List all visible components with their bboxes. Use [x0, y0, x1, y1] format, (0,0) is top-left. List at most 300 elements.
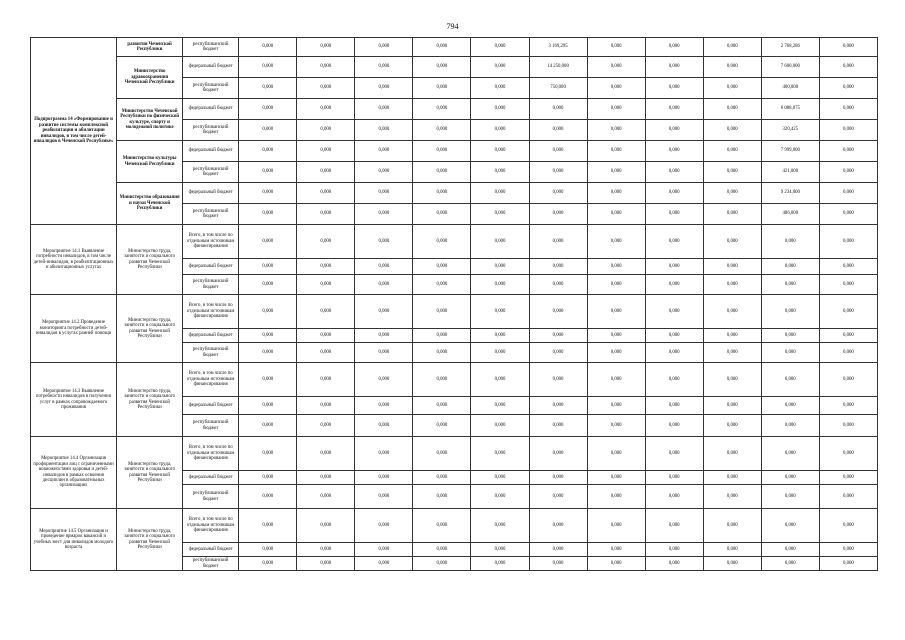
value-cell: 0,000	[819, 329, 877, 343]
funding-source: федеральный бюджет	[183, 57, 239, 78]
value-cell: 0,000	[413, 183, 471, 204]
value-cell: 0,000	[239, 543, 297, 557]
value-cell: 0,000	[355, 509, 413, 543]
value-cell: 0,000	[587, 57, 645, 78]
value-cell: 0,000	[587, 99, 645, 120]
value-cell: 0,000	[645, 509, 703, 543]
value-cell: 0,000	[239, 329, 297, 343]
funding-source: Всего, в том числе по отдельным источникам финансирования	[183, 509, 239, 543]
value-cell: 14 250,000	[529, 57, 587, 78]
table-row	[31, 99, 878, 120]
value-cell: 0,000	[239, 259, 297, 275]
value-cell: 0,000	[355, 259, 413, 275]
executor-cell: Министерство здравоохранения Чеченской Республики	[117, 57, 183, 99]
value-cell: 0,000	[819, 343, 877, 363]
value-cell: 0,000	[413, 397, 471, 415]
value-cell: 0,000	[587, 141, 645, 162]
value-cell: 7 600,000	[761, 57, 819, 78]
funding-source: федеральный бюджет	[183, 471, 239, 485]
value-cell: 486,000	[761, 204, 819, 225]
value-cell: 0,000	[471, 120, 529, 141]
value-cell: 0,000	[471, 275, 529, 295]
value-cell: 0,000	[529, 225, 587, 259]
value-cell: 0,000	[355, 204, 413, 225]
value-cell: 0,000	[297, 162, 355, 183]
value-cell: 7 999,000	[761, 141, 819, 162]
value-cell: 0,000	[529, 363, 587, 397]
value-cell: 0,000	[413, 259, 471, 275]
value-cell: 0,000	[529, 259, 587, 275]
value-cell: 0,000	[761, 275, 819, 295]
value-cell: 0,000	[413, 471, 471, 485]
value-cell: 0,000	[645, 78, 703, 99]
table-row	[31, 295, 878, 329]
value-cell: 0,000	[587, 78, 645, 99]
value-cell: 0,000	[761, 543, 819, 557]
executor-cell: Министерство Чеченской Республики по физической культуре, спорту и молодежной политике	[117, 99, 183, 141]
value-cell: 0,000	[819, 485, 877, 509]
value-cell: 0,000	[645, 38, 703, 57]
value-cell: 0,000	[645, 485, 703, 509]
value-cell: 0,000	[703, 57, 761, 78]
value-cell: 0,000	[703, 485, 761, 509]
value-cell: 0,000	[529, 183, 587, 204]
value-cell: 0,000	[529, 437, 587, 471]
value-cell: 0,000	[587, 162, 645, 183]
value-cell: 0,000	[239, 437, 297, 471]
value-cell: 0,000	[471, 259, 529, 275]
value-cell: 0,000	[239, 363, 297, 397]
value-cell: 0,000	[529, 99, 587, 120]
value-cell: 0,000	[529, 397, 587, 415]
value-cell: 0,000	[297, 183, 355, 204]
value-cell: 0,000	[471, 437, 529, 471]
value-cell: 0,000	[471, 162, 529, 183]
value-cell: 0,000	[297, 557, 355, 571]
funding-source: Всего, в том числе по отдельным источникам финансирования	[183, 363, 239, 397]
value-cell: 0,000	[355, 363, 413, 397]
value-cell: 0,000	[297, 38, 355, 57]
value-cell: 0,000	[529, 343, 587, 363]
value-cell: 0,000	[587, 437, 645, 471]
executor-cell: Министерство образования и науки Чеченской Республики	[117, 183, 183, 225]
value-cell: 0,000	[471, 78, 529, 99]
value-cell: 0,000	[587, 275, 645, 295]
funding-source: республиканский бюджет	[183, 120, 239, 141]
value-cell: 750,000	[529, 78, 587, 99]
table-row	[31, 363, 878, 397]
value-cell: 0,000	[355, 437, 413, 471]
funding-source: федеральный бюджет	[183, 329, 239, 343]
value-cell: 0,000	[297, 329, 355, 343]
value-cell: 0,000	[529, 543, 587, 557]
value-cell: 0,000	[471, 295, 529, 329]
value-cell: 0,000	[413, 295, 471, 329]
value-cell: 6 088,075	[761, 99, 819, 120]
value-cell: 0,000	[239, 57, 297, 78]
value-cell: 0,000	[819, 259, 877, 275]
value-cell: 0,000	[355, 275, 413, 295]
value-cell: 0,000	[645, 57, 703, 78]
value-cell: 0,000	[471, 183, 529, 204]
value-cell: 0,000	[355, 485, 413, 509]
value-cell: 0,000	[587, 397, 645, 415]
value-cell: 0,000	[529, 485, 587, 509]
value-cell: 0,000	[297, 204, 355, 225]
value-cell: 0,000	[703, 509, 761, 543]
funding-source: федеральный бюджет	[183, 397, 239, 415]
funding-source: республиканский бюджет	[183, 275, 239, 295]
value-cell: 0,000	[355, 329, 413, 343]
funding-source: Всего, в том числе по отдельным источникам финансирования	[183, 295, 239, 329]
value-cell: 0,000	[703, 38, 761, 57]
value-cell: 0,000	[819, 437, 877, 471]
value-cell: 0,000	[413, 543, 471, 557]
value-cell: 0,000	[297, 363, 355, 397]
value-cell: 0,000	[819, 225, 877, 259]
value-cell: 0,000	[645, 543, 703, 557]
funding-source: федеральный бюджет	[183, 141, 239, 162]
value-cell: 0,000	[355, 225, 413, 259]
funding-source: Всего, в том числе по отдельным источникам финансирования	[183, 225, 239, 259]
value-cell: 0,000	[703, 343, 761, 363]
funding-source: республиканский бюджет	[183, 343, 239, 363]
executor-cell: Министерство труда, занятости и социального развития Чеченской Республики	[117, 295, 183, 363]
value-cell: 0,000	[587, 415, 645, 437]
value-cell: 0,000	[703, 275, 761, 295]
value-cell: 0,000	[645, 397, 703, 415]
value-cell: 0,000	[413, 162, 471, 183]
value-cell: 0,000	[355, 78, 413, 99]
value-cell: 0,000	[413, 78, 471, 99]
value-cell: 0,000	[703, 259, 761, 275]
funding-source: республиканский бюджет	[183, 415, 239, 437]
value-cell: 0,000	[239, 275, 297, 295]
value-cell: 0,000	[819, 120, 877, 141]
value-cell: 0,000	[297, 57, 355, 78]
value-cell: 0,000	[761, 225, 819, 259]
funding-source: республиканский бюджет	[183, 557, 239, 571]
measure-title: Мероприятие 14.5 Организация и проведение ярмарок вакансий и учебных мест для инвалидов молодого возраста	[31, 509, 117, 571]
value-cell: 0,000	[529, 275, 587, 295]
value-cell: 0,000	[413, 225, 471, 259]
value-cell: 0,000	[645, 120, 703, 141]
value-cell: 0,000	[761, 437, 819, 471]
funding-source: федеральный бюджет	[183, 543, 239, 557]
value-cell: 0,000	[645, 437, 703, 471]
value-cell: 0,000	[819, 183, 877, 204]
value-cell: 0,000	[645, 204, 703, 225]
value-cell: 0,000	[239, 141, 297, 162]
measure-title: Мероприятие 14.1 Выявление потребности инвалидов, в том числе детей-инвалидов, в реабилитационных и абилитационных услугах	[31, 225, 117, 295]
table-row	[31, 437, 878, 471]
value-cell: 0,000	[471, 557, 529, 571]
value-cell: 0,000	[471, 204, 529, 225]
value-cell: 0,000	[587, 485, 645, 509]
subprogram-title: Подпрограмма 14 «Формирование и развитие системы комплексной реабилитации и абилитации инвалидов, в том числе детей-инвалидов в Чеченской Республике»	[31, 38, 117, 225]
funding-source: Всего, в том числе по отдельным источникам финансирования	[183, 437, 239, 471]
value-cell: 421,000	[761, 162, 819, 183]
value-cell: 0,000	[819, 295, 877, 329]
table-row	[31, 509, 878, 543]
value-cell: 0,000	[471, 38, 529, 57]
value-cell: 0,000	[645, 343, 703, 363]
value-cell: 0,000	[239, 471, 297, 485]
executor-cell: Министерство труда, занятости и социального развития Чеченской Республики	[117, 437, 183, 509]
value-cell: 0,000	[355, 162, 413, 183]
executor-cell: развития Чеченской Республики	[117, 38, 183, 57]
executor-cell: Министерство культуры Чеченской Республики	[117, 141, 183, 183]
value-cell: 0,000	[239, 162, 297, 183]
value-cell: 0,000	[819, 38, 877, 57]
value-cell: 0,000	[703, 543, 761, 557]
value-cell: 0,000	[529, 557, 587, 571]
value-cell: 0,000	[355, 471, 413, 485]
value-cell: 0,000	[413, 99, 471, 120]
value-cell: 0,000	[761, 363, 819, 397]
value-cell: 0,000	[587, 204, 645, 225]
value-cell: 3 169,295	[529, 38, 587, 57]
value-cell: 0,000	[703, 397, 761, 415]
value-cell: 0,000	[761, 295, 819, 329]
funding-source: республиканский бюджет	[183, 485, 239, 509]
value-cell: 0,000	[413, 57, 471, 78]
value-cell: 0,000	[761, 509, 819, 543]
value-cell: 0,000	[761, 485, 819, 509]
value-cell: 0,000	[645, 183, 703, 204]
value-cell: 0,000	[529, 509, 587, 543]
value-cell: 0,000	[413, 343, 471, 363]
value-cell: 0,000	[703, 415, 761, 437]
value-cell: 0,000	[645, 363, 703, 397]
value-cell: 0,000	[761, 259, 819, 275]
value-cell: 0,000	[355, 415, 413, 437]
value-cell: 0,000	[703, 437, 761, 471]
value-cell: 0,000	[761, 329, 819, 343]
value-cell: 0,000	[355, 183, 413, 204]
value-cell: 0,000	[413, 437, 471, 471]
value-cell: 0,000	[703, 225, 761, 259]
value-cell: 0,000	[529, 329, 587, 343]
value-cell: 0,000	[819, 363, 877, 397]
funding-source: федеральный бюджет	[183, 99, 239, 120]
value-cell: 0,000	[587, 329, 645, 343]
value-cell: 0,000	[471, 397, 529, 415]
value-cell: 0,000	[761, 557, 819, 571]
funding-source: республиканский бюджет	[183, 78, 239, 99]
value-cell: 0,000	[819, 275, 877, 295]
value-cell: 0,000	[297, 485, 355, 509]
value-cell: 0,000	[297, 259, 355, 275]
value-cell: 0,000	[297, 343, 355, 363]
value-cell: 0,000	[471, 485, 529, 509]
value-cell: 400,000	[761, 78, 819, 99]
value-cell: 0,000	[529, 471, 587, 485]
value-cell: 0,000	[355, 141, 413, 162]
value-cell: 0,000	[819, 162, 877, 183]
value-cell: 0,000	[819, 57, 877, 78]
value-cell: 0,000	[645, 162, 703, 183]
value-cell: 0,000	[529, 141, 587, 162]
value-cell: 0,000	[703, 120, 761, 141]
value-cell: 0,000	[819, 141, 877, 162]
value-cell: 0,000	[529, 120, 587, 141]
value-cell: 0,000	[413, 329, 471, 343]
value-cell: 0,000	[587, 509, 645, 543]
funding-source: федеральный бюджет	[183, 259, 239, 275]
value-cell: 0,000	[297, 437, 355, 471]
value-cell: 0,000	[645, 225, 703, 259]
value-cell: 0,000	[703, 99, 761, 120]
value-cell: 0,000	[297, 471, 355, 485]
value-cell: 0,000	[355, 99, 413, 120]
value-cell: 0,000	[703, 162, 761, 183]
value-cell: 0,000	[587, 363, 645, 397]
value-cell: 9 234,000	[761, 183, 819, 204]
measure-title: Мероприятие 14.3 Выявление потребности инвалидов в получении услуг в рамках сопровождаемого проживания	[31, 363, 117, 437]
value-cell: 0,000	[529, 162, 587, 183]
value-cell: 0,000	[297, 120, 355, 141]
value-cell: 0,000	[761, 471, 819, 485]
value-cell: 0,000	[587, 259, 645, 275]
value-cell: 0,000	[239, 509, 297, 543]
value-cell: 0,000	[819, 78, 877, 99]
value-cell: 0,000	[297, 141, 355, 162]
measure-title: Мероприятие 14.2 Проведение мониторинга потребности детей-инвалидов в услугах ранней помощи	[31, 295, 117, 363]
value-cell: 0,000	[239, 38, 297, 57]
value-cell: 0,000	[239, 120, 297, 141]
table-row	[31, 225, 878, 259]
executor-cell: Министерство труда, занятости и социального развития Чеченской Республики	[117, 363, 183, 437]
value-cell: 0,000	[239, 183, 297, 204]
value-cell: 0,000	[761, 343, 819, 363]
value-cell: 0,000	[587, 471, 645, 485]
value-cell: 0,000	[529, 415, 587, 437]
value-cell: 0,000	[703, 329, 761, 343]
value-cell: 0,000	[703, 295, 761, 329]
value-cell: 0,000	[471, 543, 529, 557]
value-cell: 0,000	[819, 397, 877, 415]
value-cell: 0,000	[471, 415, 529, 437]
value-cell: 0,000	[355, 57, 413, 78]
value-cell: 0,000	[645, 141, 703, 162]
value-cell: 0,000	[355, 397, 413, 415]
table-row	[31, 57, 878, 78]
value-cell: 0,000	[587, 38, 645, 57]
page-number: 794	[446, 22, 459, 31]
measure-title: Мероприятие 14.4 Организация профориентации лиц с ограниченными возможностями здоровья и детей-инвалидов в рамках освоения дисциплин в образовательных организациях	[31, 437, 117, 509]
value-cell: 0,000	[355, 38, 413, 57]
value-cell: 0,000	[413, 557, 471, 571]
value-cell: 0,000	[703, 141, 761, 162]
value-cell: 0,000	[297, 415, 355, 437]
value-cell: 0,000	[645, 557, 703, 571]
value-cell: 0,000	[413, 415, 471, 437]
funding-source: республиканский бюджет	[183, 162, 239, 183]
value-cell: 0,000	[297, 295, 355, 329]
value-cell: 0,000	[355, 557, 413, 571]
value-cell: 0,000	[587, 543, 645, 557]
value-cell: 0,000	[471, 329, 529, 343]
value-cell: 0,000	[471, 99, 529, 120]
value-cell: 0,000	[413, 141, 471, 162]
value-cell: 0,000	[239, 99, 297, 120]
value-cell: 0,000	[239, 415, 297, 437]
value-cell: 0,000	[355, 120, 413, 141]
value-cell: 0,000	[819, 99, 877, 120]
value-cell: 0,000	[819, 543, 877, 557]
value-cell: 0,000	[297, 78, 355, 99]
table-row	[31, 38, 878, 57]
value-cell: 0,000	[471, 509, 529, 543]
value-cell: 0,000	[413, 204, 471, 225]
value-cell: 0,000	[819, 415, 877, 437]
value-cell: 0,000	[413, 120, 471, 141]
value-cell: 0,000	[413, 363, 471, 397]
value-cell: 0,000	[587, 183, 645, 204]
value-cell: 0,000	[587, 557, 645, 571]
value-cell: 0,000	[587, 295, 645, 329]
value-cell: 0,000	[239, 78, 297, 99]
value-cell: 0,000	[413, 275, 471, 295]
value-cell: 0,000	[471, 141, 529, 162]
value-cell: 0,000	[239, 343, 297, 363]
funding-source: республиканский бюджет	[183, 38, 239, 57]
value-cell: 0,000	[239, 397, 297, 415]
funding-source: федеральный бюджет	[183, 183, 239, 204]
value-cell: 0,000	[819, 509, 877, 543]
value-cell: 0,000	[529, 204, 587, 225]
value-cell: 0,000	[297, 543, 355, 557]
value-cell: 0,000	[703, 471, 761, 485]
value-cell: 0,000	[471, 57, 529, 78]
value-cell: 0,000	[587, 343, 645, 363]
value-cell: 320,425	[761, 120, 819, 141]
value-cell: 0,000	[297, 397, 355, 415]
value-cell: 0,000	[587, 120, 645, 141]
value-cell: 0,000	[471, 343, 529, 363]
budget-table	[30, 37, 878, 571]
value-cell: 0,000	[297, 509, 355, 543]
value-cell: 0,000	[239, 225, 297, 259]
value-cell: 0,000	[297, 225, 355, 259]
value-cell: 0,000	[471, 471, 529, 485]
value-cell: 0,000	[297, 275, 355, 295]
value-cell: 0,000	[297, 99, 355, 120]
executor-cell: Министерство труда, занятости и социального развития Чеченской Республики	[117, 509, 183, 571]
value-cell: 0,000	[703, 78, 761, 99]
value-cell: 0,000	[471, 225, 529, 259]
value-cell: 2 768,286	[761, 38, 819, 57]
value-cell: 0,000	[645, 295, 703, 329]
value-cell: 0,000	[355, 295, 413, 329]
value-cell: 0,000	[645, 329, 703, 343]
value-cell: 0,000	[355, 343, 413, 363]
value-cell: 0,000	[239, 557, 297, 571]
value-cell: 0,000	[355, 543, 413, 557]
value-cell: 0,000	[645, 415, 703, 437]
funding-source: республиканский бюджет	[183, 204, 239, 225]
value-cell: 0,000	[239, 204, 297, 225]
value-cell: 0,000	[413, 509, 471, 543]
table-row	[31, 141, 878, 162]
value-cell: 0,000	[239, 295, 297, 329]
value-cell: 0,000	[413, 38, 471, 57]
value-cell: 0,000	[761, 397, 819, 415]
value-cell: 0,000	[587, 225, 645, 259]
value-cell: 0,000	[703, 204, 761, 225]
value-cell: 0,000	[645, 99, 703, 120]
